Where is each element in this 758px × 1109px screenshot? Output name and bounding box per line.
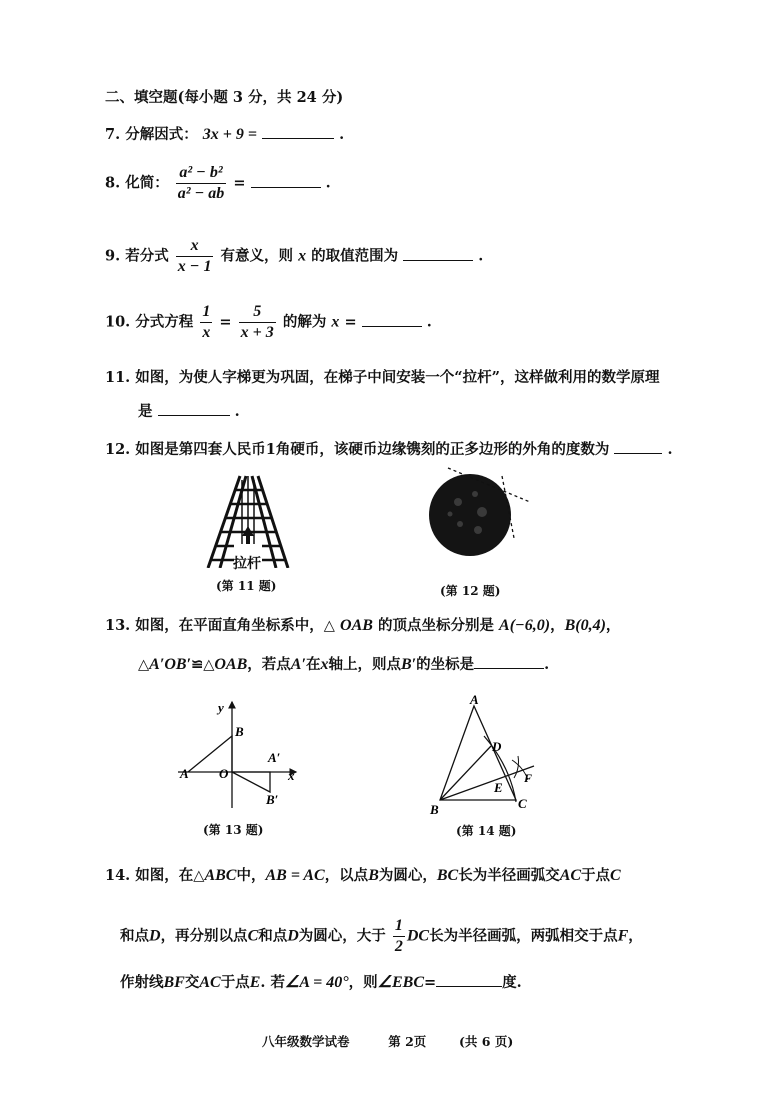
q8-number: 8. xyxy=(105,174,121,192)
question-9 xyxy=(105,236,483,277)
q8-fraction xyxy=(176,163,227,204)
question-13-line-1 xyxy=(105,618,620,634)
q14-l3d: AC xyxy=(199,974,221,991)
q13-end: . xyxy=(544,656,550,673)
q14-l2c: ，再分别以点 xyxy=(160,927,248,945)
question-8 xyxy=(105,163,331,204)
q9-pre: 若分式 xyxy=(125,247,169,265)
q7-expression: 3x + 9 = xyxy=(202,126,257,143)
q14-l3i: ，则 xyxy=(348,974,378,991)
q7-end: . xyxy=(339,126,345,143)
q9-denominator: x − 1 xyxy=(177,258,212,275)
q14-l3a: 作射线 xyxy=(120,974,164,991)
q14-l2j: F xyxy=(617,927,629,945)
q13-l2-x: x xyxy=(320,656,329,673)
fig14-label-a: A xyxy=(470,694,479,707)
triangle-figure xyxy=(428,694,548,816)
fig13-label-b: B xyxy=(235,724,244,739)
q9-end: . xyxy=(478,247,484,265)
figure-13-caption: (第 13 题) xyxy=(203,823,264,837)
q8-prompt: 化简： xyxy=(125,174,169,192)
q14-l1d: AB = AC xyxy=(265,867,325,884)
q14-l3f: E xyxy=(249,974,261,991)
q10-left-denominator: x xyxy=(202,324,211,341)
q10-right-fraction xyxy=(239,302,276,343)
fig13-label-y: y xyxy=(218,700,224,715)
q13-text-c: 的顶点坐标分别是 xyxy=(377,617,494,634)
q14-l1j: AC xyxy=(559,867,582,884)
q8-equals: = xyxy=(233,174,246,192)
q14-l1k: 于点 xyxy=(581,867,611,884)
q10-equals-2: = xyxy=(344,313,357,331)
q14-l3l: 度. xyxy=(502,974,522,991)
q10-left-fraction xyxy=(200,302,212,343)
q9-fraction xyxy=(176,236,214,277)
q14-l1g: 为圆心， xyxy=(378,867,437,884)
q10-var: x xyxy=(331,313,340,331)
question-14-line-3 xyxy=(120,974,522,991)
q14-l1h: BC xyxy=(436,867,459,884)
q13-answer-blank[interactable] xyxy=(474,656,544,669)
fig14-label-c: C xyxy=(518,796,527,811)
q14-answer-blank[interactable] xyxy=(436,974,502,987)
q10-post: 的解为 xyxy=(282,313,327,331)
q14-l3c: 交 xyxy=(184,974,200,991)
q14-l1i: 长为半径画弧交 xyxy=(458,867,560,884)
q11-text: 如图，为使人字梯更为巩固，在梯子中间安装一个“拉杆”，这样做利用的数学原理 xyxy=(135,369,660,386)
q9-post2: 的取值范围为 xyxy=(311,247,399,265)
q7-prompt: 分解因式： xyxy=(125,126,198,143)
q13-number: 13. xyxy=(105,617,131,634)
q8-answer-blank[interactable] xyxy=(251,175,321,188)
q14-l1c: 中， xyxy=(236,867,266,884)
q14-l2d: C xyxy=(247,927,259,945)
q14-l2a: 和点 xyxy=(120,927,149,945)
q13-l2-cong: ≌△ xyxy=(191,656,215,673)
q13-text-a: 如图，在平面直角坐标系中，△ xyxy=(135,617,335,634)
q14-l2h: DC xyxy=(406,927,430,945)
q13-l2-pt: A′ xyxy=(290,656,306,673)
q10-pre: 分式方程 xyxy=(135,313,194,331)
question-14-line-1 xyxy=(105,868,621,884)
question-10 xyxy=(105,302,432,343)
fig14-label-d: D xyxy=(492,739,502,754)
q8-numerator: a² − b² xyxy=(176,163,227,184)
question-12 xyxy=(105,441,673,458)
fig13-label-a-prime: A′ xyxy=(268,750,281,765)
q7-answer-blank[interactable] xyxy=(262,126,334,139)
q14-half-fraction xyxy=(393,916,405,957)
q14-l3j: ∠EBC xyxy=(377,974,424,991)
q13-l2-e: 的坐标是 xyxy=(416,656,475,673)
q9-answer-blank[interactable] xyxy=(403,248,473,261)
q14-l3g: . 若 xyxy=(260,974,285,991)
q14-l2b: D xyxy=(149,927,161,945)
q14-frac-numerator: 1 xyxy=(393,916,405,937)
q8-denominator: a² − ab xyxy=(177,185,225,202)
q10-left-numerator: 1 xyxy=(200,302,212,323)
q14-l1e: ，以点 xyxy=(324,867,369,884)
footer-total: (共 6 页) xyxy=(459,1034,514,1049)
q14-l1l: C xyxy=(610,867,621,884)
q11-answer-blank[interactable] xyxy=(158,403,230,416)
section-title: 二、填空题(每小题 3 分，共 24 分) xyxy=(105,89,344,106)
q12-number: 12. xyxy=(105,441,131,458)
q11-end: . xyxy=(234,403,240,420)
footer xyxy=(262,1032,513,1050)
question-11-line-2 xyxy=(138,403,240,420)
q10-number: 10. xyxy=(105,313,131,331)
question-11-line-1 xyxy=(105,371,659,386)
q11-number: 11. xyxy=(105,369,131,386)
q10-equals: = xyxy=(219,313,232,331)
figure-14-caption: (第 14 题) xyxy=(456,824,517,838)
q14-number: 14. xyxy=(105,867,131,884)
q13-triangle: OAB xyxy=(340,617,373,634)
q13-l2-tri1: A′OB′ xyxy=(149,656,192,673)
q13-l2-d: 轴上，则点 xyxy=(328,656,401,673)
q14-l2i: 长为半径画弧，两弧相交于点 xyxy=(429,927,618,945)
fig13-label-b-prime: B′ xyxy=(266,792,279,807)
q13-l2-tri2: OAB xyxy=(214,656,248,673)
q12-text: 如图是第四套人民币1角硬币，该硬币边缘镌刻的正多边形的外角的度数为 xyxy=(135,441,610,458)
q9-numerator: x xyxy=(176,236,214,257)
q14-l2e: 和点 xyxy=(258,927,288,945)
q14-l2k: ， xyxy=(628,927,643,945)
q13-l2-c: 在 xyxy=(305,656,321,673)
fig14-label-b: B xyxy=(430,802,439,816)
q13-l2-a: △ xyxy=(138,656,150,673)
q10-right-denominator: x + 3 xyxy=(240,324,274,341)
footer-page: 第 2页 xyxy=(388,1034,427,1049)
q13-point-a: A(−6,0) xyxy=(499,617,551,634)
fig14-label-f: F xyxy=(524,771,533,785)
q14-l2f: D xyxy=(287,927,299,945)
question-14-line-2 xyxy=(120,916,643,957)
q14-l1f: B xyxy=(368,867,379,884)
ladder-bar-label: 拉杆 xyxy=(233,556,261,572)
q12-end: . xyxy=(667,441,673,458)
footer-subject: 八年级数学试卷 xyxy=(262,1034,350,1049)
q14-l3h: ∠A = 40° xyxy=(284,974,349,991)
q13-point-b: B(0,4) xyxy=(564,617,606,634)
fig13-label-x: x xyxy=(288,768,295,783)
coordinate-figure xyxy=(170,696,310,816)
q12-answer-blank[interactable] xyxy=(614,441,662,454)
q10-right-numerator: 5 xyxy=(239,302,276,323)
figure-12-caption: (第 12 题) xyxy=(440,584,501,598)
q14-l3k: = xyxy=(423,974,437,991)
q8-end: . xyxy=(325,174,331,192)
q7-number: 7. xyxy=(105,126,121,143)
q14-l3b: BF xyxy=(163,974,185,991)
q13-l2-b: ，若点 xyxy=(247,656,291,673)
q14-frac-denominator: 2 xyxy=(394,938,403,955)
figure-11-caption: (第 11 题) xyxy=(216,579,277,593)
q13-line1-end: ， xyxy=(605,617,621,634)
q14-l1b: ABC xyxy=(204,867,237,884)
q14-l1a: 如图，在△ xyxy=(135,867,205,884)
fig13-label-a: A xyxy=(180,766,189,781)
fig13-label-o: O xyxy=(219,766,229,781)
coin-figure xyxy=(420,464,540,574)
q10-end: . xyxy=(426,313,432,331)
q14-l2g: 为圆心，大于 xyxy=(298,927,386,945)
q13-comma: ， xyxy=(550,617,565,634)
q9-number: 9. xyxy=(105,247,121,265)
q10-answer-blank[interactable] xyxy=(362,314,422,327)
question-13-line-2 xyxy=(138,656,549,673)
question-7 xyxy=(105,126,344,143)
q11-text-2: 是 xyxy=(138,403,153,420)
q9-post: 有意义，则 xyxy=(220,247,294,265)
q13-l2-pt2: B′ xyxy=(400,656,417,673)
fig14-label-e: E xyxy=(494,780,503,795)
q14-l3e: 于点 xyxy=(220,974,250,991)
q9-var: x xyxy=(298,247,307,265)
